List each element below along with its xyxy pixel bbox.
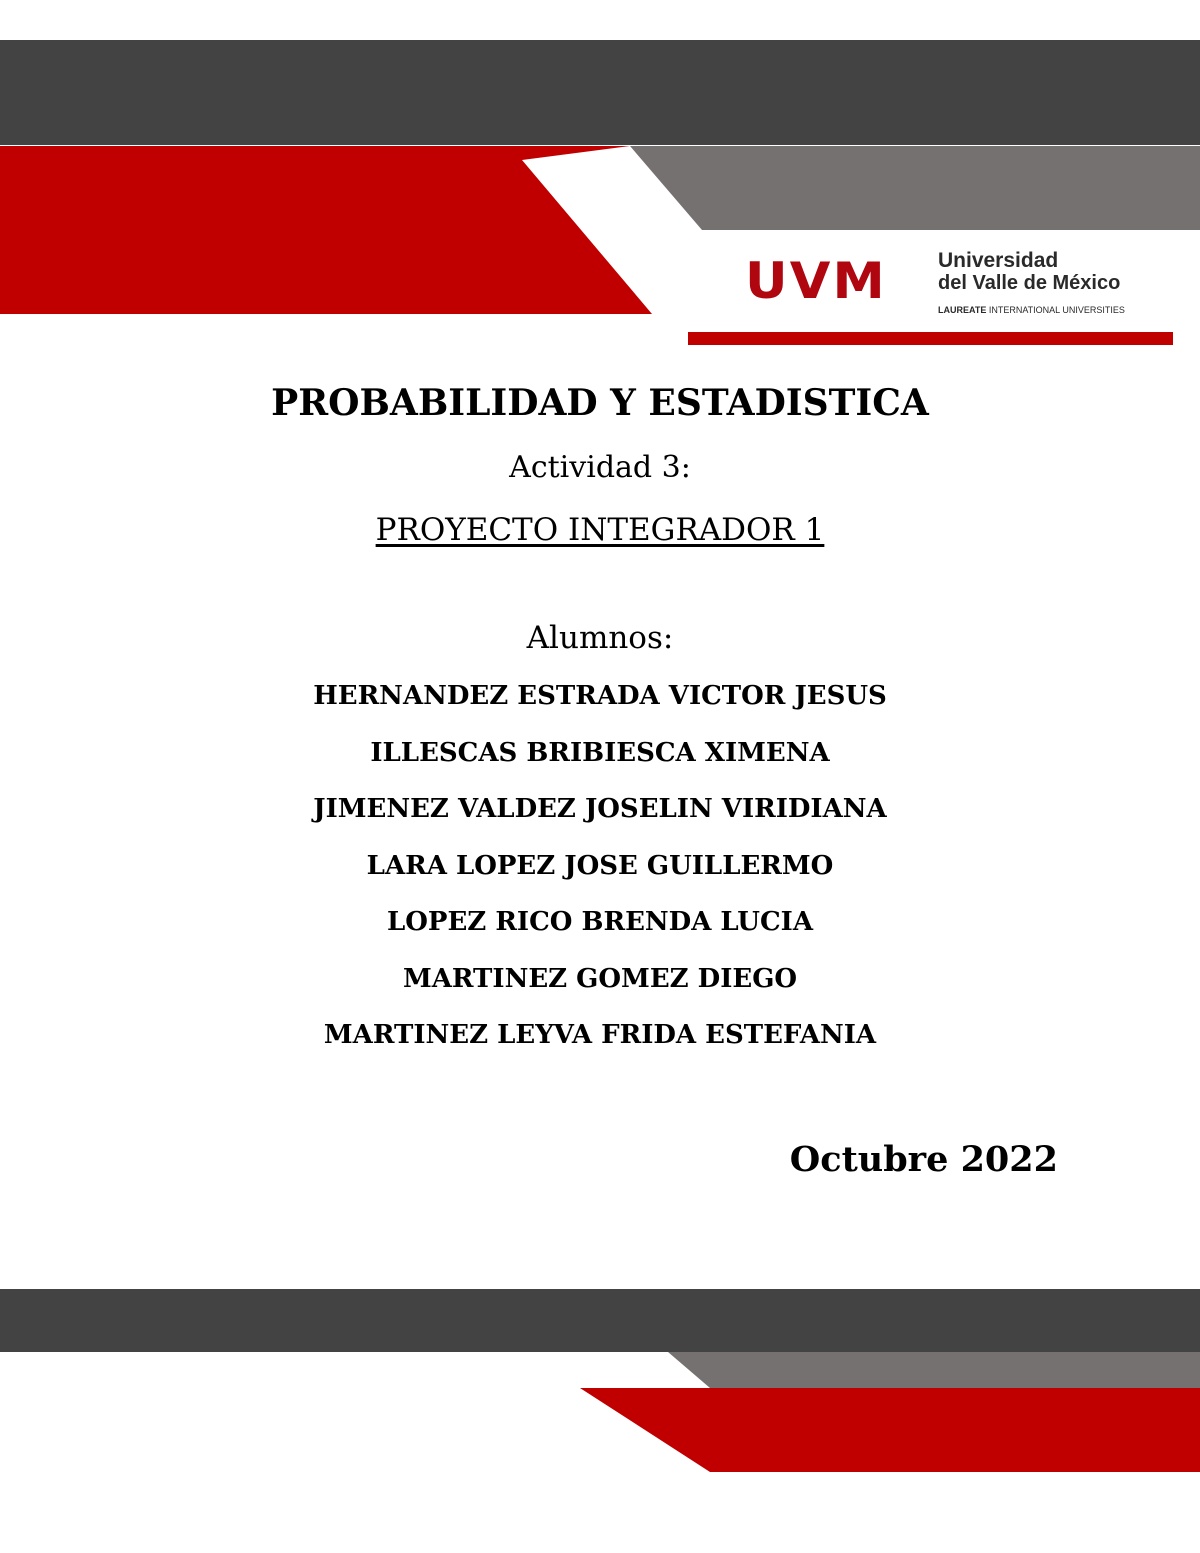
university-name-line1: Universidad	[938, 249, 1059, 272]
university-name-line2: del Valle de México	[938, 272, 1121, 294]
uvm-logo-mark: UVM	[745, 252, 887, 310]
project-title: PROYECTO INTEGRADOR 1	[375, 512, 825, 548]
uvm-logo	[745, 248, 1165, 318]
top-dark-band	[0, 40, 1200, 145]
bottom-red-band	[580, 1388, 1200, 1472]
student-name: MARTINEZ GOMEZ DIEGO	[402, 963, 798, 994]
student-name: MARTINEZ LEYVA FRIDA ESTEFANIA	[323, 1020, 877, 1050]
top-gray-band	[630, 146, 1200, 230]
laureate-tagline	[938, 305, 1125, 315]
student-name: LARA LOPEZ JOSE GUILLERMO	[366, 850, 834, 881]
top-red-stripe	[688, 332, 1173, 345]
activity-subtitle: Actividad 3:	[509, 450, 691, 485]
tagline-rest: INTERNATIONAL UNIVERSITIES	[986, 305, 1125, 315]
bottom-dark-band	[0, 1289, 1200, 1352]
tagline-bold: LAUREATE	[938, 305, 987, 315]
course-title: PROBABILIDAD Y ESTADISTICA	[271, 382, 929, 424]
student-name: LOPEZ RICO BRENDA LUCIA	[387, 907, 813, 937]
students-label: Alumnos:	[526, 620, 674, 656]
date: Octubre 2022	[789, 1139, 1058, 1180]
bottom-gray-band	[668, 1352, 1200, 1388]
student-name: JIMENEZ VALDEZ JOSELIN VIRIDIANA	[313, 794, 887, 824]
student-name: ILLESCAS BRIBIESCA XIMENA	[370, 737, 830, 768]
top-red-band	[0, 146, 652, 314]
student-name: HERNANDEZ ESTRADA VICTOR JESUS	[313, 681, 887, 711]
students-list	[0, 677, 1200, 1073]
